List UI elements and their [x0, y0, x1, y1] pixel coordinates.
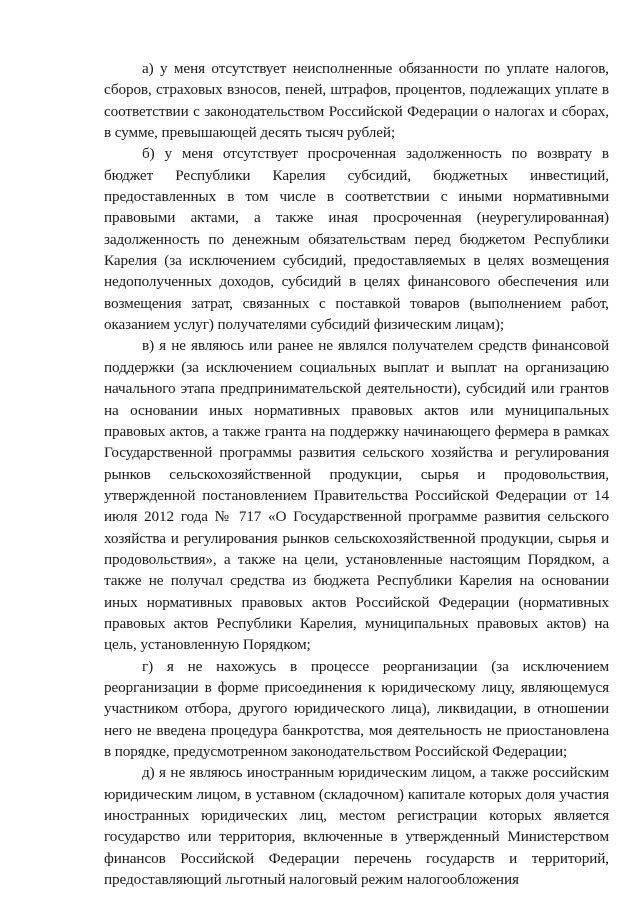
paragraph-v: в) я не являюсь или ранее не являлся получателем средств финансовой поддержки (за исключением социальных выплат и выплат на организацию начального этапа предпринимательской деятельности), субсидий или грантов на основании иных нормативных правовых актов или муниципальных правовых актов, а также гранта на поддержку начинающего фермера в рамках Государственной программы развития сельского хозяйства и регулирования рынков сельскохозяйственной продукции, сырья и продовольствия, утвержденной постановлением Правительства Российской Федерации от 14 июля 2012 года № 717 «О Государственной программе развития сельского хозяйства и регулирования рынков сельскохозяйственной продукции, сырья и продовольствия», а также на цели, установленные настоящим Порядком, а также не получал средства из бюджета Республики Карелия на основании иных нормативных правовых актов Российской Федерации (нормативных правовых актов Республики Карелия, муниципальных правовых актов) на цель, установленную Порядком; [104, 337, 609, 654]
document-body [104, 58, 609, 890]
paragraph-b: б) у меня отсутствует просроченная задолженность по возврату в бюджет Республики Карелия субсидий, бюджетных инвестиций, предоставленных в том числе в соответствии с иными нормативными правовыми актами, а также иная просроченная (неурегулированная) задолженность по денежным обязательствам перед бюджетом Республики Карелия (за исключением субсидий, предоставляемых в целях возмещения недополученных доходов, субсидий в целях финансового обеспечения или возмещения затрат, связанных с поставкой товаров (выполнением работ, оказанием услуг) получателями субсидий физическим лицам); [104, 145, 609, 334]
paragraph-d: д) я не являюсь иностранным юридическим лицом, а также российским юридическим лицом, в уставном (складочном) капитале которых доля участия иностранных юридических лиц, местом регистрации которых является государство или территория, включенные в утвержденный Министерством финансов Российской Федерации перечень государств и территорий, предоставляющий льготный налоговый режим налогообложения [104, 764, 609, 889]
paragraph-a: а) у меня отсутствует неисполненные обязанности по уплате налогов, сборов, страховых взносов, пеней, штрафов, процентов, подлежащих уплате в соответствии с законодательством Российской Федерации о налогах и сборах, в сумме, превышающей десять тысяч рублей; [104, 60, 609, 142]
paragraph-g: г) я не нахожусь в процессе реорганизации (за исключением реорганизации в форме присоединения к юридическому лицу, являющемуся участником отбора, другого юридического лица), ликвидации, в отношении него не введена процедура банкротства, моя деятельность не приостановлена в порядке, предусмотренном законодательством Российской Федерации; [104, 657, 609, 760]
